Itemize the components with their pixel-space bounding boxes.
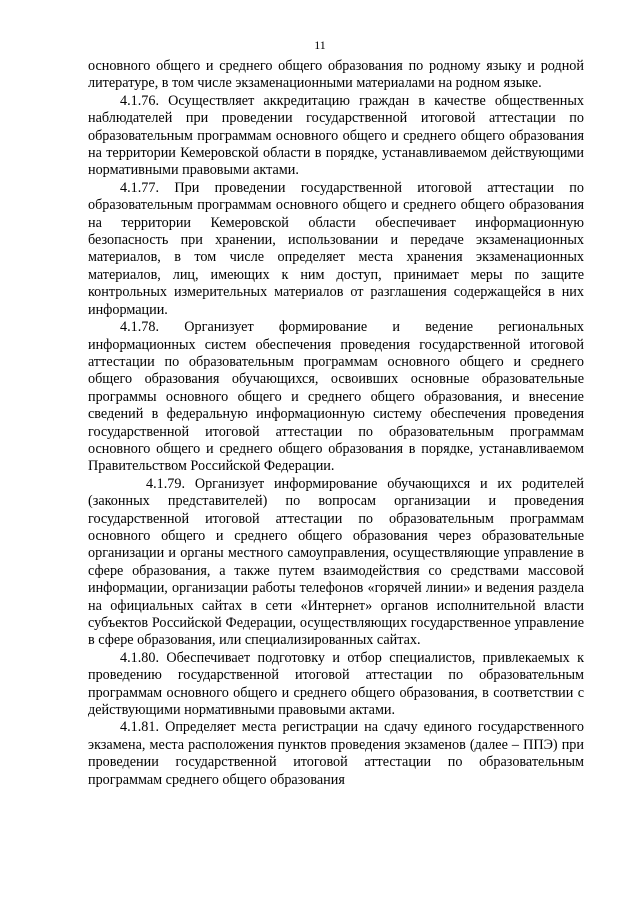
page-number: 11: [314, 38, 326, 52]
paragraph-continuation: основного общего и среднего общего образования по родному языку и родной литературе, в том числе экзаменационными материалами на родном языке.: [88, 58, 584, 92]
paragraph-4-1-79: 4.1.79. Организует информирование обучающихся и их родителей (законных представителей) по вопросам организации и проведения государственной итоговой аттестации по образовательным программам основного общего и среднего общего образования через образовательные организации и органы местного самоуправления, осуществляющие управление в сфере образования, а также путем взаимодействия со средствами массовой информации, организации работы телефонов «горячей линии» и ведения раздела на официальных сайтах в сети «Интернет» органов исполнительной власти субъектов Российской Федерации, осуществляющих государственное управление в сфере образования, или специализированных сайтах.: [88, 475, 584, 649]
document-body: [88, 58, 584, 789]
paragraph-4-1-80: 4.1.80. Обеспечивает подготовку и отбор специалистов, привлекаемых к проведению государственной итоговой аттестации по образовательным программам основного общего и среднего общего образования, в соответствии с действующими нормативными правовыми актами.: [88, 649, 584, 719]
paragraph-4-1-81: 4.1.81. Определяет места регистрации на сдачу единого государственного экзамена, места расположения пунктов проведения экзаменов (далее – ППЭ) при проведении государственной итоговой аттестации по образовательным программам среднего общего образования: [88, 719, 584, 788]
paragraph-4-1-76: 4.1.76. Осуществляет аккредитацию граждан в качестве общественных наблюдателей при проведении государственной итоговой аттестации по образовательным программам основного общего и среднего общего образования на территории Кемеровской области в порядке, устанавливаемом действующими нормативными правовыми актами.: [88, 92, 584, 179]
paragraph-4-1-77: 4.1.77. При проведении государственной итоговой аттестации по образовательным программам основного общего и среднего общего образования на территории Кемеровской области обеспечивает информационную безопасность при хранении, использовании и передаче экзаменационных материалов, в том числе определяет места хранения экзаменационных материалов, лиц, имеющих к ним доступ, принимает меры по защите контрольных измерительных материалов от разглашения содержащейся в них информации.: [88, 179, 584, 318]
paragraph-4-1-78: 4.1.78. Организует формирование и ведение региональных информационных систем обеспечения проведения государственной итоговой аттестации по образовательным программам основного общего и среднего общего образования обучающихся, освоивших основные образовательные программы основного общего и среднего общего образования, и внесение сведений в федеральную информационную систему обеспечения проведения государственной итоговой аттестации по образовательным программам основного общего и среднего общего образования в порядке, устанавливаемом Правительством Российской Федерации.: [88, 319, 584, 475]
